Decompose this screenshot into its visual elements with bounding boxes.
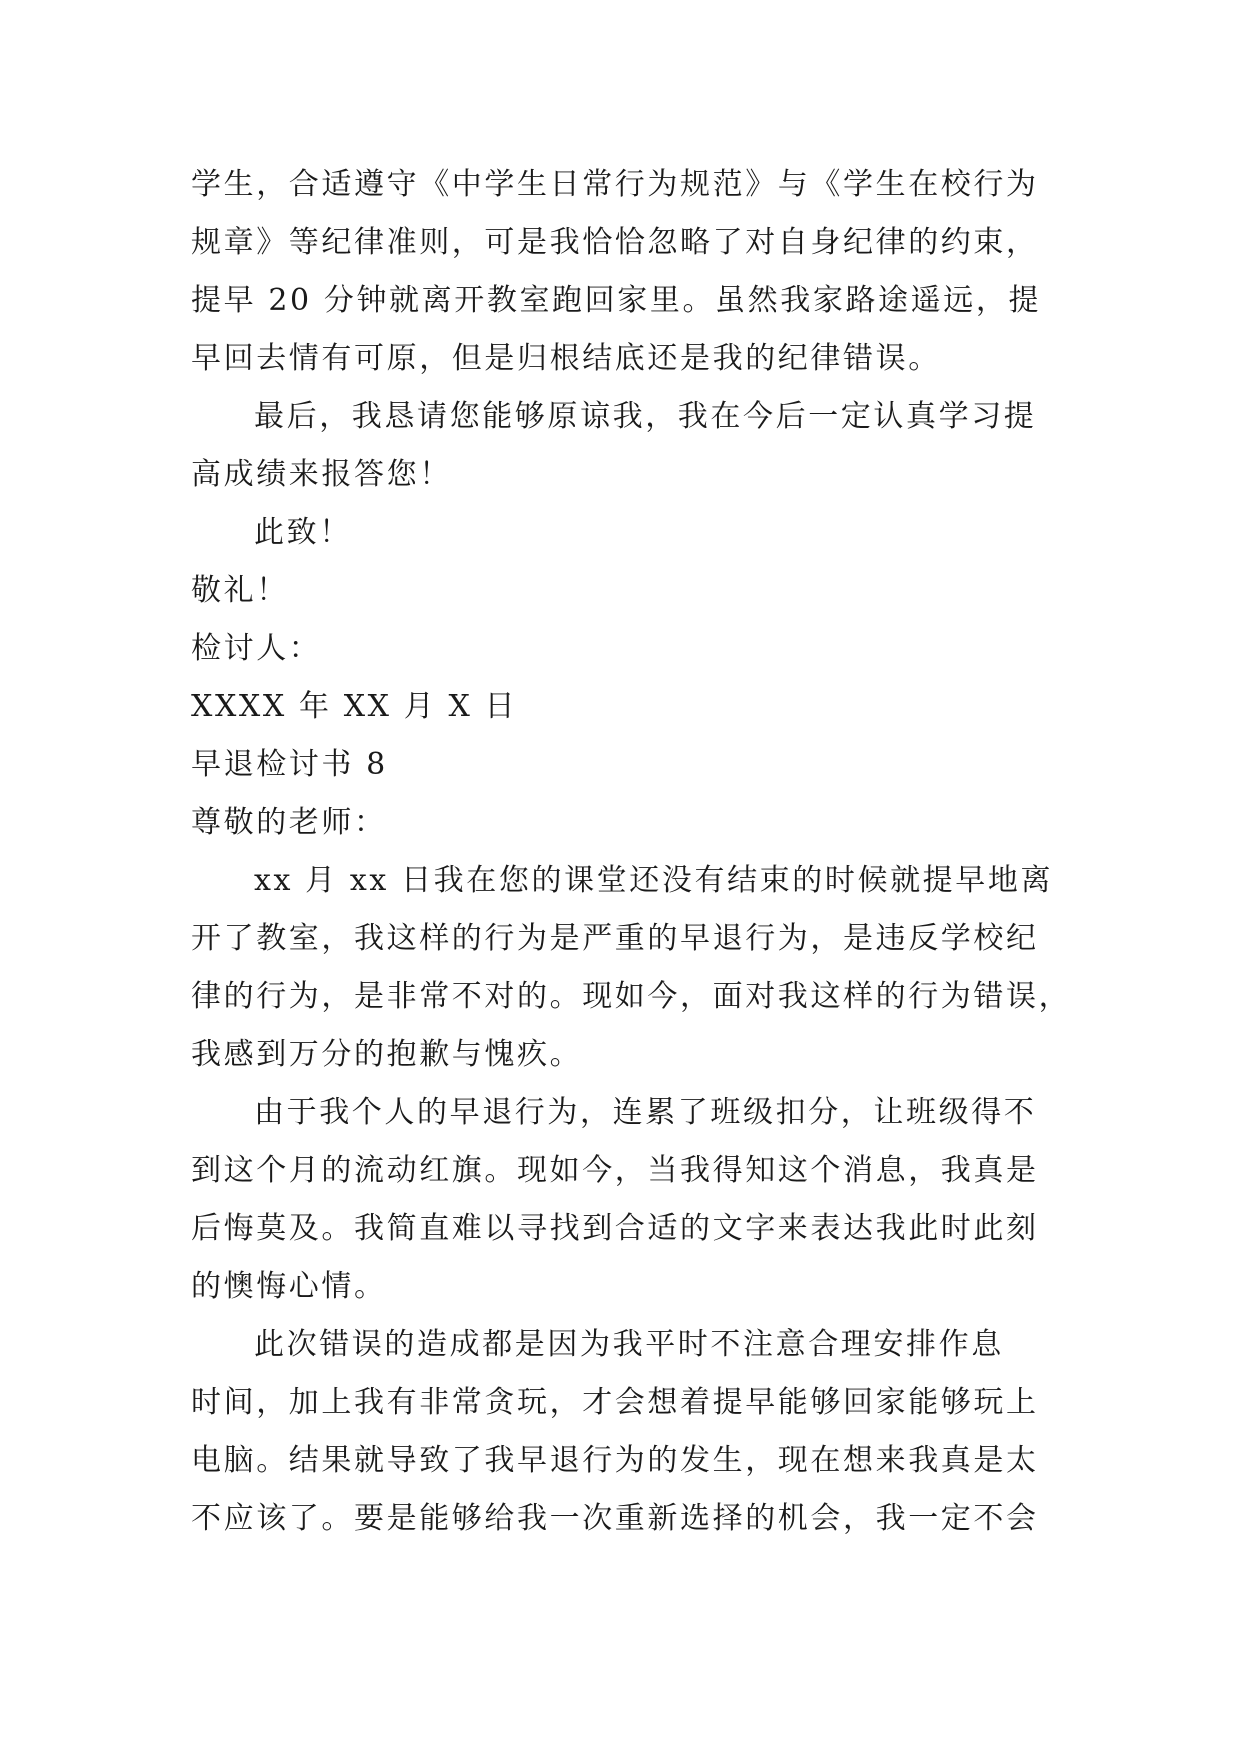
text-line: 高成绩来报答您！ — [191, 457, 452, 492]
text-line: 我感到万分的抱歉与愧疚。 — [191, 1037, 583, 1072]
closing-salutation: 此致！ — [254, 515, 352, 550]
text-line: 提早 20 分钟就离开教室跑回家里。虽然我家路途遥远，提 — [191, 283, 1042, 318]
section-title: 早退检讨书 8 — [191, 747, 388, 782]
paragraph-start-line: xx 月 xx 日我在您的课堂还没有结束的时候就提早地离 — [254, 863, 1054, 898]
signature-label: 检讨人： — [191, 631, 322, 666]
paragraph-start-line: 最后，我恳请您能够原谅我，我在今后一定认真学习提 — [254, 399, 1037, 434]
date-line: XXXX 年 XX 月 X 日 — [191, 689, 518, 724]
regards-line: 敬礼！ — [191, 573, 289, 608]
text-line: 的懊悔心情。 — [191, 1269, 387, 1304]
paragraph-start-line: 此次错误的造成都是因为我平时不注意合理安排作息 — [254, 1327, 1004, 1362]
text-line: 律的行为，是非常不对的。现如今，面对我这样的行为错误， — [191, 979, 1072, 1014]
text-line: 开了教室，我这样的行为是严重的早退行为，是违反学校纪 — [191, 921, 1039, 956]
text-line: 电脑。结果就导致了我早退行为的发生，现在想来我真是太 — [191, 1443, 1039, 1478]
text-line: 不应该了。要是能够给我一次重新选择的机会，我一定不会 — [191, 1501, 1039, 1536]
text-line: 时间，加上我有非常贪玩，才会想着提早能够回家能够玩上 — [191, 1385, 1039, 1420]
text-line: 到这个月的流动红旗。现如今，当我得知这个消息，我真是 — [191, 1153, 1039, 1188]
text-line: 后悔莫及。我简直难以寻找到合适的文字来表达我此时此刻 — [191, 1211, 1039, 1246]
text-line: 早回去情有可原，但是归根结底还是我的纪律错误。 — [191, 341, 941, 376]
text-line: 规章》等纪律准则，可是我恰恰忽略了对自身纪律的约束， — [191, 225, 1039, 260]
text-line: 学生，合适遵守《中学生日常行为规范》与《学生在校行为 — [191, 167, 1039, 202]
greeting-line: 尊敬的老师： — [191, 805, 387, 840]
paragraph-start-line: 由于我个人的早退行为，连累了班级扣分，让班级得不 — [254, 1095, 1037, 1130]
